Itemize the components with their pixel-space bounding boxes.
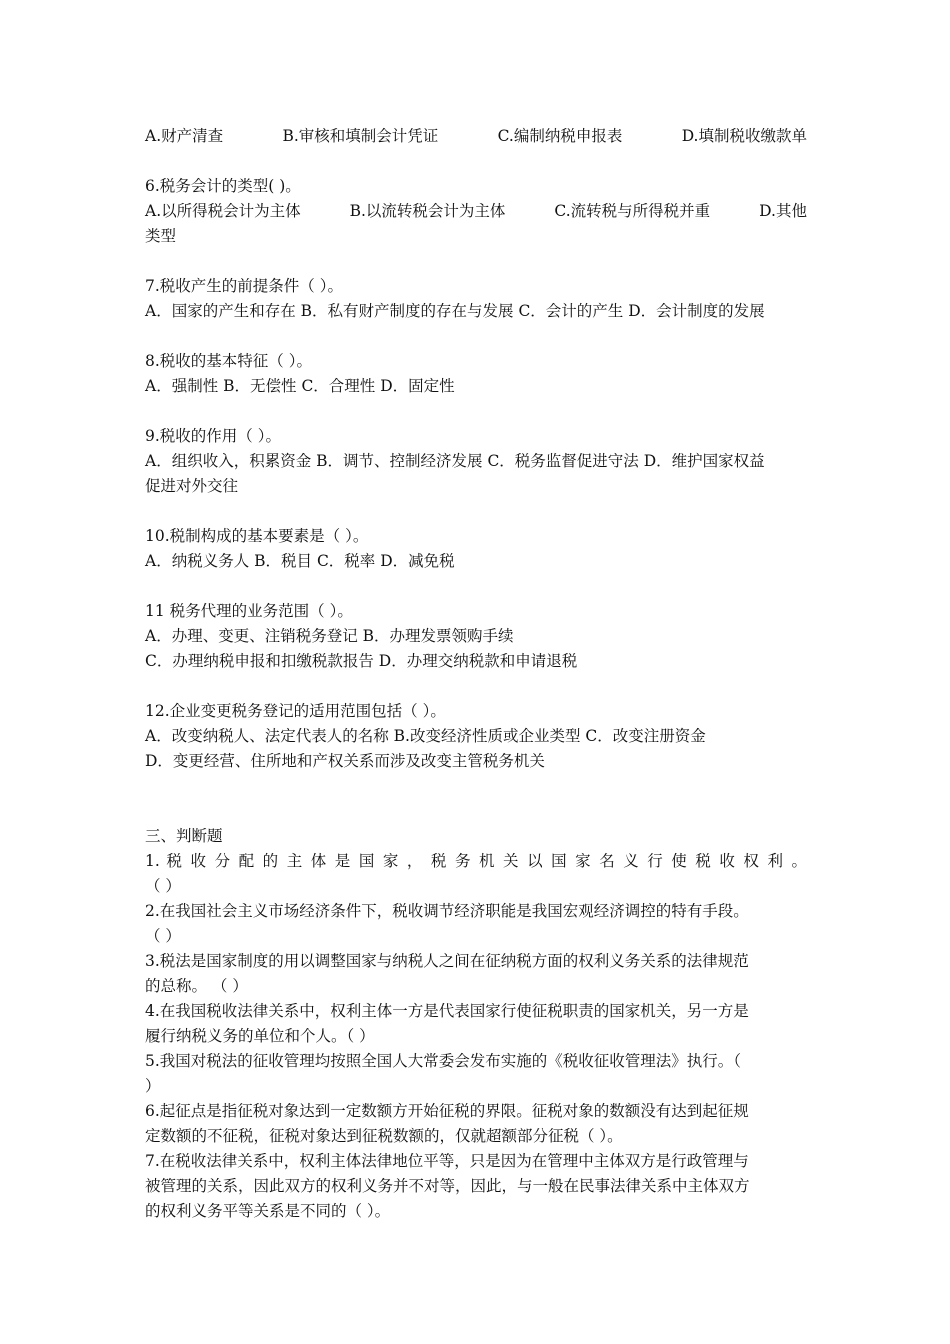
q7-options: A．国家的产生和存在 B．私有财产制度的存在与发展 C．会计的产生 D．会计制度的发展 xyxy=(145,302,765,320)
q6-option-c: C.流转税与所得税并重 xyxy=(554,202,711,220)
q6-options xyxy=(145,199,807,224)
question-7 xyxy=(145,274,807,324)
tf-item-5 xyxy=(145,1049,807,1099)
q6-option-a: A.以所得税会计为主体 xyxy=(145,202,301,220)
tf-item-6 xyxy=(145,1099,807,1149)
q5-options xyxy=(145,124,807,149)
question-10 xyxy=(145,524,807,574)
q11-options-line1: A．办理、变更、注销税务登记 B．办理发票领购手续 xyxy=(145,627,514,645)
q10-options: A．纳税义务人 B．税目 C．税率 D．减免税 xyxy=(145,552,455,570)
q6-stem: 6.税务会计的类型( )。 xyxy=(145,177,301,195)
q10-stem: 10.税制构成的基本要素是（ ）。 xyxy=(145,527,369,545)
q11-stem: 11 税务代理的业务范围（ ）。 xyxy=(145,602,353,620)
question-12 xyxy=(145,699,807,774)
q8-options: A．强制性 B．无偿性 C．合理性 D．固定性 xyxy=(145,377,455,395)
tf-item-text-continued: 的总称。 （ ） xyxy=(145,977,248,995)
tf-item-4 xyxy=(145,999,807,1049)
tf-item-text-continued: （ ） xyxy=(145,877,181,895)
tf-item-text-continued: 定数额的不征税，征税对象达到征税数额的，仅就超额部分征税（ ）。 xyxy=(145,1127,623,1145)
q5-option-c: C.编制纳税申报表 xyxy=(497,127,623,145)
tf-item-text: 6.起征点是指征税对象达到一定数额方开始征税的界限。征税对象的数额没有达到起征规 xyxy=(145,1102,749,1120)
q6-options-continued: 类型 xyxy=(145,227,177,245)
tf-item-3 xyxy=(145,949,807,999)
tf-item-text-continued: ） xyxy=(145,1077,161,1095)
question-8 xyxy=(145,349,807,399)
tf-item-text: 5.我国对税法的征收管理均按照全国人大常委会发布实施的《税收征收管理法》执行。（ xyxy=(145,1052,742,1070)
tf-item-text: 4.在我国税收法律关系中，权利主体一方是代表国家行使征税职责的国家机关，另一方是 xyxy=(145,1002,749,1020)
q6-option-d: D.其他 xyxy=(759,202,807,220)
tf-item-text: 3.税法是国家制度的用以调整国家与纳税人之间在征纳税方面的权利义务关系的法律规范 xyxy=(145,952,749,970)
q5-option-b: B.审核和填制会计凭证 xyxy=(282,127,439,145)
document-page xyxy=(145,124,807,1224)
q9-options-continued: 促进对外交往 xyxy=(145,477,239,495)
q7-stem: 7.税收产生的前提条件（ ）。 xyxy=(145,277,343,295)
q9-options: A．组织收入，积累资金 B．调节、控制经济发展 C．税务监督促进守法 D．维护国家权益 xyxy=(145,452,765,470)
q12-stem: 12.企业变更税务登记的适用范围包括（ ）。 xyxy=(145,702,446,720)
q12-options-line1: A．改变纳税人、法定代表人的名称 B.改变经济性质或企业类型 C．改变注册资金 xyxy=(145,727,706,745)
tf-item-2 xyxy=(145,899,807,949)
tf-item-text: 1. 税 收 分 配 的 主 体 是 国 家 ， 税 务 机 关 以 国 家 名 义 行 使 税 收 权 利 。 xyxy=(145,852,807,870)
q5-option-a: A.财产清查 xyxy=(145,127,224,145)
tf-item-text: 2.在我国社会主义市场经济条件下，税收调节经济职能是我国宏观经济调控的特有手段。 xyxy=(145,902,749,920)
question-9 xyxy=(145,424,807,499)
tf-item-text-continued: （ ） xyxy=(145,927,181,945)
q12-options-line2: D．变更经营、住所地和产权关系而涉及改变主管税务机关 xyxy=(145,752,545,770)
tf-item-text: 7.在税收法律关系中，权利主体法律地位平等，只是因为在管理中主体双方是行政管理与 xyxy=(145,1152,749,1170)
tf-item-1 xyxy=(145,849,807,899)
q11-options-line2: C．办理纳税申报和扣缴税款报告 D．办理交纳税款和申请退税 xyxy=(145,652,578,670)
tf-item-text-continued: 的权利义务平等关系是不同的（ ）。 xyxy=(145,1202,391,1220)
q8-stem: 8.税收的基本特征（ ）。 xyxy=(145,352,312,370)
question-11 xyxy=(145,599,807,674)
tf-item-text-continued: 履行纳税义务的单位和个人。（ ） xyxy=(145,1027,375,1045)
section-true-false xyxy=(145,824,807,1224)
tf-item-7 xyxy=(145,1149,807,1224)
q5-option-d: D.填制税收缴款单 xyxy=(681,127,807,145)
question-6 xyxy=(145,174,807,249)
section-heading: 三、判断题 xyxy=(145,827,223,845)
q9-stem: 9.税收的作用（ ）。 xyxy=(145,427,281,445)
q6-option-b: B.以流转税会计为主体 xyxy=(349,202,506,220)
tf-item-text-continued: 被管理的关系，因此双方的权利义务并不对等，因此，与一般在民事法律关系中主体双方 xyxy=(145,1177,750,1195)
